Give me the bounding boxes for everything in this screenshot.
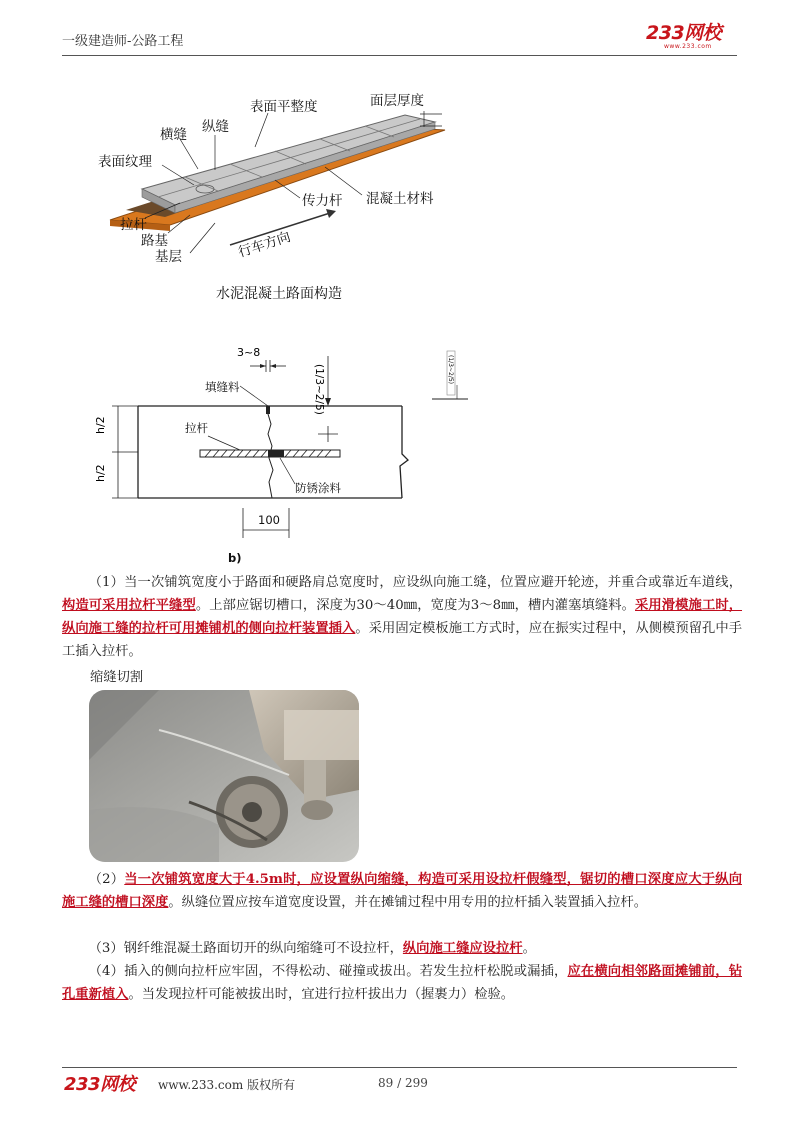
paragraph-2 [62,868,742,914]
joint-cutting-photo [89,690,359,862]
p4-text-2: 。当发现拉杆可能被拔出时，宜进行拉杆拔出力（握裹力）检验。 [128,987,515,1002]
label-surface-flatness: 表面平整度 [250,99,318,115]
p4-text-1: （4）插入的侧向拉杆应牢固，不得松动、碰撞或拔出。若发生拉杆松脱或漏插， [88,964,568,979]
label-base: 基层 [155,249,182,265]
p2-text-2: 。纵缝位置应按车道宽度设置，并在摊铺过程中用专用的拉杆插入装置插入拉杆。 [168,895,648,910]
p1-text-2: 。上部应锯切槽口，深度为30～40㎜，宽度为3～8㎜，槽内灌塞填缝料。 [195,598,636,613]
p3-highlight-1: 纵向施工缝应设拉杆 [402,941,523,956]
page-number: 89 / 299 [378,1076,428,1090]
label-concrete: 混凝土材料 [366,191,434,207]
paragraph-3 [62,937,742,960]
p1-text-3: 。采用固定模板施工方式时，应在振实过程中，从侧模预留孔中手工插入拉杆。 [62,621,743,659]
p3-text-1: （3）钢纤维混凝土路面切开的纵向缩缝可不设拉杆， [88,941,403,956]
small-detail-label: (1/3~2/5) [447,355,454,385]
label-dowel-bar: 传力杆 [302,193,343,209]
figure1-caption: 水泥混凝土路面构造 [216,286,342,302]
label-longitudinal-joint: 纵缝 [202,119,229,135]
dim-width-label: 3~8 [237,346,261,359]
label-surface-texture: 表面纹理 [98,154,152,170]
paragraph-1 [62,571,742,663]
dim-half-bottom: h/2 [94,464,107,482]
joint-detail-figure [90,342,470,567]
header-logo-text: 233网校 [646,22,722,44]
footer-logo: 233网校 [64,1074,136,1095]
footer-copyright: www.233.com 版权所有 [158,1078,296,1092]
figure2-sublabel: b) [228,551,242,565]
p4-highlight-1: 应在横向相邻路面摊铺前，钻孔重新植入 [62,964,742,1002]
p1-highlight-1: 构造可采用拉杆平缝型 [62,598,196,613]
label-tie-bar-detail: 拉杆 [185,421,208,435]
header-logo-url: www.233.com [664,43,712,50]
dim-half-top: h/2 [94,416,107,434]
label-subgrade: 路基 [141,233,168,249]
label-direction: 行车方向 [236,228,293,261]
header-title: 一级建造师-公路工程 [62,34,184,49]
p1-text-1: （1）当一次铺筑宽度小于路面和硬路肩总宽度时，应设纵向施工缝，位置应避开轮迹，并重合或靠近车道线， [88,575,742,590]
p2-highlight-1: 当一次铺筑宽度大于4.5m时，应设置纵向缩缝，构造可采用设拉杆假缝型，锯切的槽口深度应大于纵向施工缝的槽口深度 [62,872,742,910]
label-filler: 填缝料 [205,380,240,394]
label-coating: 防锈涂料 [295,481,341,495]
paragraph-4 [62,960,742,1006]
header-logo [646,24,742,54]
pavement-structure-figure [90,85,470,275]
p3-text-2: 。 [522,941,536,956]
p1-highlight-2: 采用滑模施工时，纵向施工缝的拉杆可用摊铺机的侧向拉杆装置插入 [62,598,743,636]
shrinkage-joint-label: 缩缝切割 [90,670,144,685]
dim-100-label: 100 [258,513,280,527]
small-detail-figure [430,345,470,403]
label-transverse-joint: 横缝 [160,127,187,143]
label-tie-bar: 拉杆 [120,217,147,233]
label-surface-thickness: 面层厚度 [370,93,424,109]
footer-divider [62,1067,737,1068]
header-divider [62,55,737,56]
dim-depth-label: (1/3~2/5) [313,364,325,415]
p2-text-1: （2） [88,872,125,887]
